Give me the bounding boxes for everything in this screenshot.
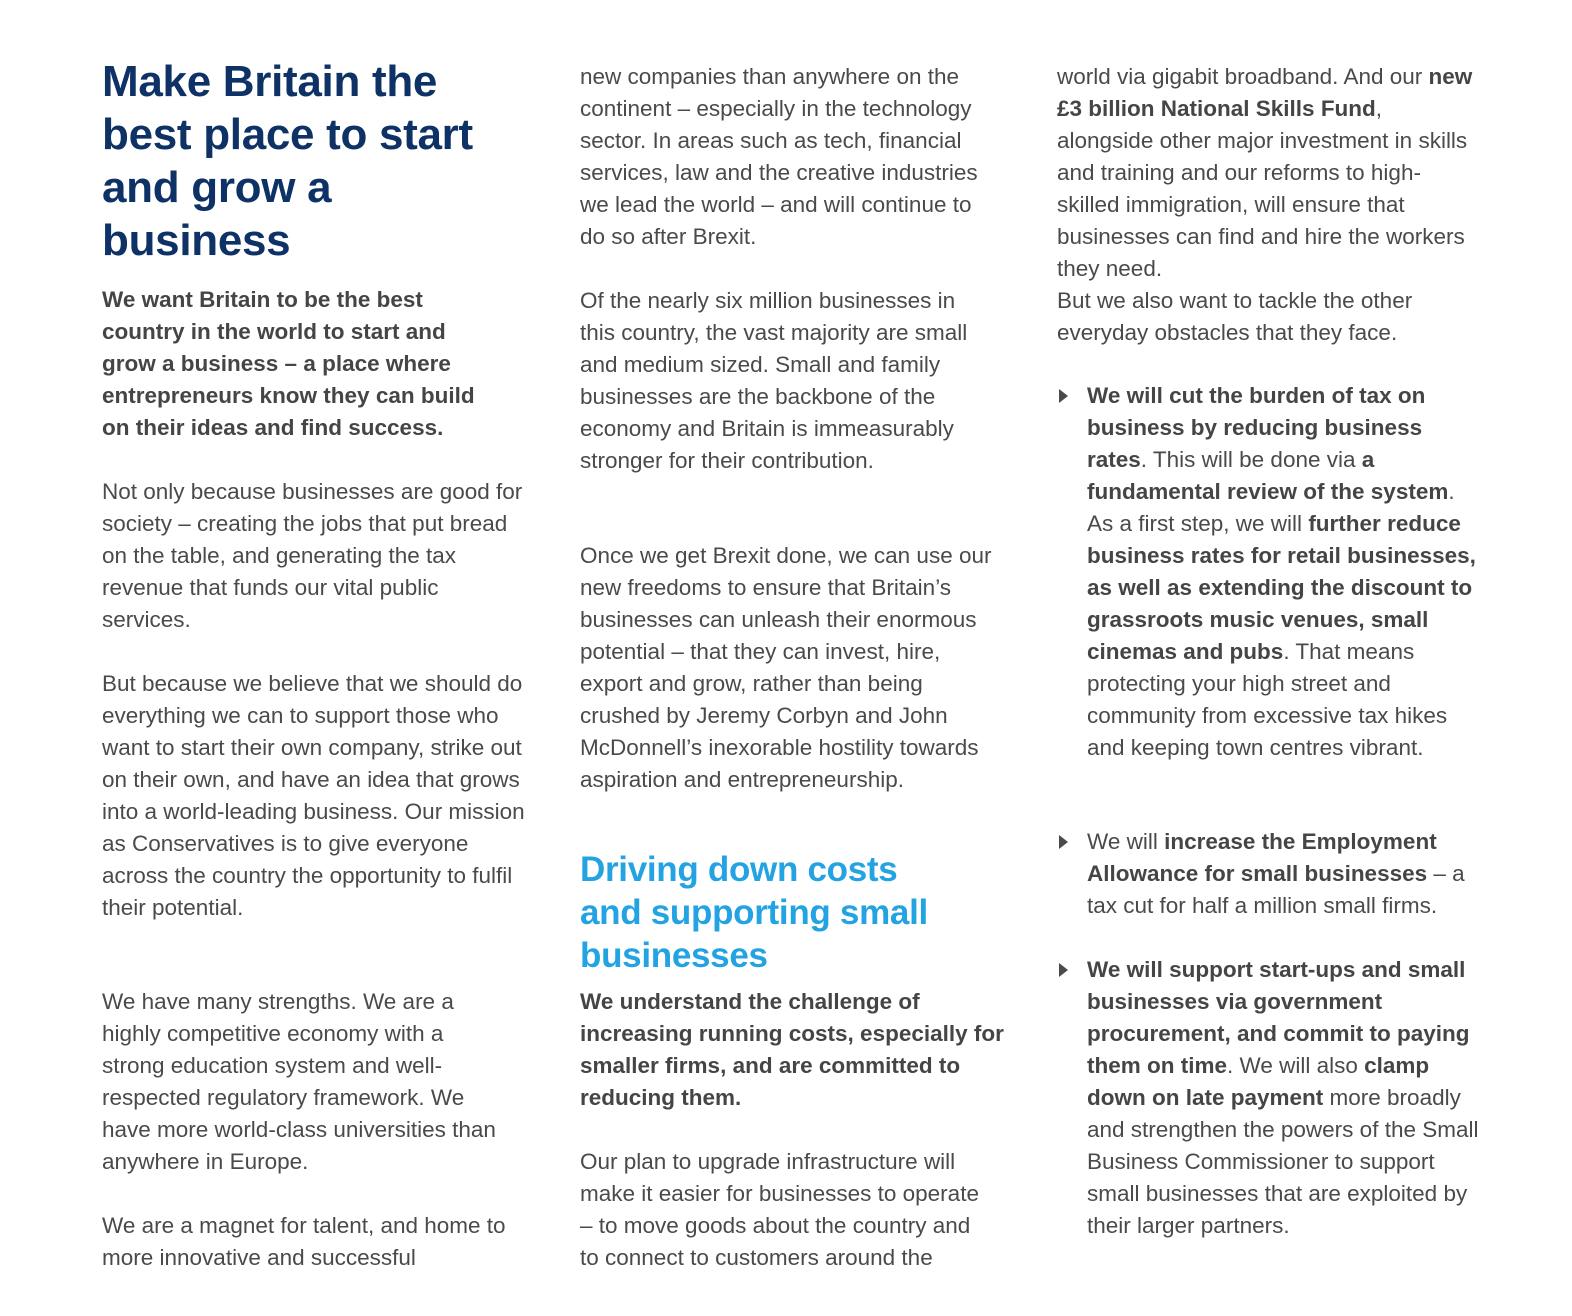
- paragraph: world via gigabit broadband. And our new £3 billion National Skills Fund, alongside other major investment in skills and training and our reforms to high-skilled immigration, will ensure that businesses can find and hire the workers they need.: [1057, 64, 1473, 281]
- triangle-bullet-icon: [1059, 389, 1068, 403]
- paragraph: Not only because businesses are good for society – creating the jobs that put bread on the table, and generating the tax revenue that funds our vital public services.: [102, 479, 523, 632]
- bullet-item: [1057, 380, 1497, 764]
- intro-paragraph: We want Britain to be the best country in the world to start and grow a business – a place where entrepreneurs know they can build on their ideas and find success.: [102, 287, 475, 440]
- paragraph: Of the nearly six million businesses in this country, the vast majority are small and medium sized. Small and family businesses are the backbone of the economy and Britain is immeasurably stronger for their contribution.: [580, 288, 968, 473]
- paragraph: We have many strengths. We are a highly competitive economy with a strong education system and well-respected regulatory framework. We have more world-class universities than anywhere in Europe.: [102, 989, 496, 1174]
- bullet-text: We will support start-ups and small businesses via government procurement, and commit to paying them on time. We will also clamp down on late payment more broadly and strengthen the powers of the Small Business Commissioner to support small businesses that are exploited by their larger partners.: [1087, 957, 1479, 1238]
- paragraph: We are a magnet for talent, and home to more innovative and successful: [102, 1213, 506, 1270]
- triangle-bullet-icon: [1059, 835, 1068, 849]
- paragraph: new companies than anywhere on the continent – especially in the technology sector. In areas such as tech, financial services, law and the creative industries we lead the world – and will continue to do so after Brexit.: [580, 64, 978, 249]
- bullet-text: We will increase the Employment Allowance for small businesses – a tax cut for half a million small firms.: [1087, 829, 1465, 918]
- bullet-item: [1057, 826, 1497, 922]
- section-intro: We understand the challenge of increasing running costs, especially for smaller firms, and are committed to reducing them.: [580, 989, 1004, 1110]
- paragraph: But because we believe that we should do everything we can to support those who want to start their own company, strike out on their own, and have an idea that grows into a world-leading business. Our mission as Conservatives is to give everyone across the country the opportunity to fulfil their potential.: [102, 671, 525, 920]
- triangle-bullet-icon: [1059, 963, 1068, 977]
- page-title: Make Britain the best place to start and grow a business: [102, 57, 473, 265]
- section-heading: Driving down costs and supporting small businesses: [580, 850, 928, 975]
- bullet-text: We will cut the burden of tax on business by reducing business rates. This will be done via a fundamental review of the system. As a first step, we will further reduce business rates for retail businesses, as well as extending the discount to grassroots music venues, small cinemas and pubs. That means protecting your high street and community from excessive tax hikes and keeping town centres vibrant.: [1087, 383, 1476, 760]
- paragraph: But we also want to tackle the other everyday obstacles that they face.: [1057, 288, 1413, 345]
- bullet-item: [1057, 954, 1497, 1242]
- paragraph: Our plan to upgrade infrastructure will make it easier for businesses to operate – to move goods about the country and to connect to customers around the: [580, 1149, 979, 1270]
- paragraph: Once we get Brexit done, we can use our new freedoms to ensure that Britain’s businesses can unleash their enormous potential – that they can invest, hire, export and grow, rather than being crushed by Jeremy Corbyn and John McDonnell’s inexorable hostility towards aspiration and entrepreneurship.: [580, 543, 992, 792]
